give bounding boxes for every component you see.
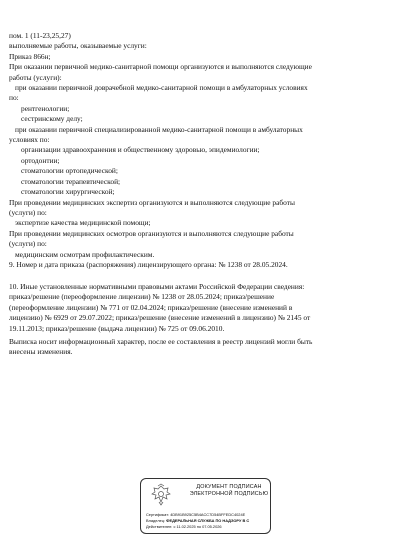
text-line: по: (9, 93, 19, 103)
text-line: при оказании первичной специализированной медико-санитарной помощи в амбулаторных (15, 124, 303, 134)
text-line: лицензию) № 6929 от 29.07.2022; приказ/решение (внесение изменений в лицензию) № 2145 от (9, 313, 311, 323)
electronic-signature-stamp (140, 478, 271, 534)
stamp-title: ДОКУМЕНТ ПОДПИСАН ЭЛЕКТРОННОЙ ПОДПИСЬЮ (189, 484, 269, 497)
text-line: пом. 1 (11-23,25,27) (9, 31, 71, 40)
text-line: работы (услуги): (9, 72, 62, 82)
text-line: условиях по: (9, 135, 50, 145)
text-line: При проведении медицинских экспертиз организуются и выполняются следующие работы (9, 197, 295, 207)
text-line: 19.11.2013; приказ/решение (выдача лицензии) № 725 от 09.06.2010. (9, 323, 225, 333)
text-line: приказ/решение (переоформление лицензии) № 1238 от 28.05.2024; приказ/решение (9, 292, 275, 302)
text-line: медицинским осмотрам профилактическим. (15, 249, 155, 259)
text-line: ортодонтии; (21, 155, 60, 165)
text-line: При проведении медицинских осмотров организуются и выполняются следующие работы (9, 228, 294, 238)
text-line: стоматологии хирургической; (21, 187, 115, 197)
text-line: сестринскому делу; (21, 114, 83, 124)
text-line: (переоформление лицензии) № 771 от 02.04.2024; приказ/решение (внесение изменений в (9, 302, 293, 312)
certificate-validity: Действителен: с 11.02.2025 по 07.05.2026 (146, 524, 222, 529)
text-line: стоматологии терапевтической; (21, 176, 121, 186)
section-9: 9. Номер и дата приказа (распоряжения) лицензирующего органа: № 1238 от 28.05.2024. (9, 260, 288, 269)
activities-list (9, 31, 394, 260)
disclaimer-note (9, 337, 391, 358)
text-line: При оказании первичной медико-санитарной помощи организуются и выполняются следующие (9, 62, 312, 72)
section-10 (9, 282, 391, 334)
text-line: экспертизе качества медицинской помощи; (15, 218, 151, 228)
text-line: Приказ 866н; (9, 51, 51, 61)
text-line: стоматологии ортопедической; (21, 166, 118, 176)
text-line: (услуги) по: (9, 239, 47, 249)
text-line: рентгенологии; (21, 103, 70, 113)
text-line: при оказании первичной доврачебной медико-санитарной помощи в амбулаторных условиях (15, 83, 308, 93)
certificate-owner: Владелец: ФЕДЕРАЛЬНАЯ СЛУЖБА ПО НАДЗОРУ В С (146, 518, 250, 523)
text-line: организации здравоохранения и общественному здоровью, эпидемиологии; (21, 145, 260, 155)
text-line: (услуги) по: (9, 207, 47, 217)
text-line: выполняемые работы, оказываемые услуги: (9, 41, 147, 51)
text-line: Выписка носит информационный характер, после ее составления в реестр лицензий могли быть (9, 337, 313, 346)
text-line: внесены изменения. (9, 347, 73, 357)
certificate-number: Сертификат: 4DB91B925C5B4ACC7D54BFFEDC4024E (146, 512, 246, 517)
coat-of-arms-emblem-icon (149, 483, 173, 507)
text-line: 10. Иные установленные нормативными правовыми актами Российской Федерации сведения: (9, 282, 305, 291)
